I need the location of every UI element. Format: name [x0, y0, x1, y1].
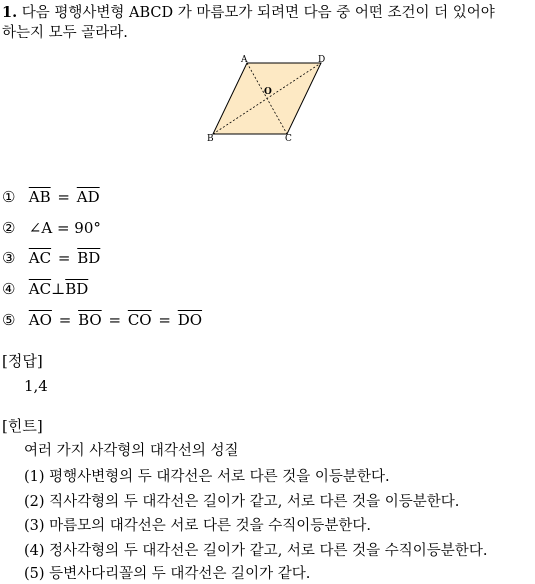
answer-value: 1,4 — [24, 377, 48, 395]
parallelogram-figure — [200, 50, 340, 150]
choice-5 — [2, 310, 202, 330]
operator: = — [57, 188, 70, 206]
segment-label: $\overline{AD}$ — [76, 188, 100, 206]
segment-label: $\overline{AB}$ — [28, 188, 51, 206]
hint-item-3: (3) 마름모의 대각선은 서로 다른 것을 수직이등분한다. — [24, 518, 371, 534]
choice-mark: ③ — [2, 249, 16, 267]
segment-label: $\overline{CO}$ — [127, 311, 152, 329]
segment-label: $\overline{AC}$ — [28, 280, 52, 298]
vertex-label-c: C — [285, 134, 292, 144]
choice-3 — [2, 248, 100, 268]
segment-label: $\overline{BO}$ — [78, 311, 102, 329]
question-text-2: 하는지 모두 골라라. — [2, 25, 128, 41]
choice-mark: ④ — [2, 280, 16, 298]
hint-item-4: (4) 정사각형의 두 대각선은 길이가 같고, 서로 다른 것을 수직이등분한다. — [24, 543, 488, 559]
segment-label: $\overline{DO}$ — [177, 311, 203, 329]
center-label-o: O — [264, 87, 272, 97]
operator: = — [108, 311, 122, 329]
vertex-label-d: D — [318, 55, 326, 65]
angle-condition: ∠A = 90° — [28, 219, 101, 237]
hint-label: [힌트] — [2, 417, 43, 435]
choice-1 — [2, 187, 100, 207]
segment-label: $\overline{BD}$ — [77, 249, 101, 267]
question-text-1: 다음 평행사변형 ABCD 가 마름모가 되려면 다음 중 어떤 조건이 더 있어야 — [21, 5, 495, 21]
answer-label: [정답] — [2, 352, 43, 370]
choice-mark: ⑤ — [2, 311, 16, 329]
segment-label: $\overline{BD}$ — [65, 280, 89, 298]
operator: ⊥ — [51, 280, 66, 298]
vertex-label-a: A — [241, 55, 248, 65]
choice-mark: ② — [2, 219, 16, 237]
hint-title: 여러 가지 사각형의 대각선의 성질 — [24, 443, 239, 459]
choice-mark: ① — [2, 188, 16, 206]
hint-item-5: (5) 등변사다리꼴의 두 대각선은 길이가 같다. — [24, 566, 311, 582]
question-number: 1. — [2, 4, 18, 21]
operator: = — [158, 311, 171, 329]
question-line-1 — [2, 4, 495, 22]
segment-label: $\overline{AO}$ — [28, 311, 52, 329]
choice-4 — [2, 279, 88, 299]
operator: = — [57, 249, 71, 267]
segment-label: $\overline{AC}$ — [28, 249, 52, 267]
hint-item-2: (2) 직사각형의 두 대각선은 길이가 같고, 서로 다른 것을 이등분한다. — [24, 494, 460, 510]
hint-item-1: (1) 평행사변형의 두 대각선은 서로 다른 것을 이등분한다. — [24, 469, 390, 485]
choice-2 — [2, 218, 101, 238]
operator: = — [58, 311, 72, 329]
question-line-2 — [2, 24, 128, 42]
vertex-label-b: B — [207, 134, 214, 144]
